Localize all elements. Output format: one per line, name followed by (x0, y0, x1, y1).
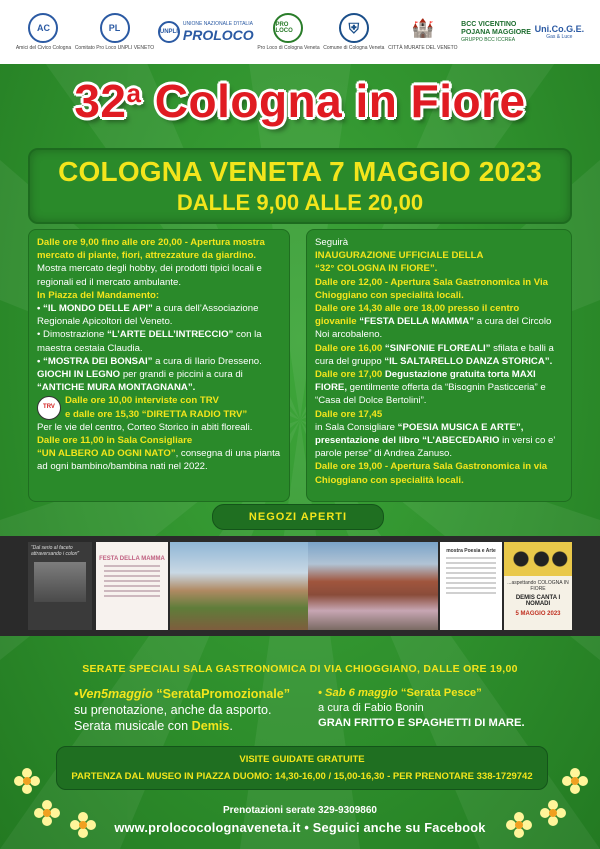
logo-comitato-proloco: PL Comitato Pro Loco UNPLI VENETO (75, 13, 154, 51)
footer-website[interactable]: www.prolococolognaveneta.it • Seguici anche su Facebook (114, 820, 486, 835)
serate-title: SERATE SPECIALI SALA GASTRONOMICA DI VIA CHIOGGIANO, DALLE ORE 19,00 (82, 663, 518, 675)
daffodil-icon (14, 768, 40, 794)
amici-civico-icon: AC (28, 13, 58, 43)
program-left-column: Dalle ore 9,00 fino alle ore 20,00 - Apertura mostra mercato di piante, fiori, attrezzature da giardino. Mostra mercato degli hobby, dei prodotti tipici locali e regionali ed il mercato ambulante. In Piazza del Mandamento: • “IL MONDO DELLE API” a cura dell’Associazione Regionale Apicoltori del Veneto. • Dimostrazione “L’ARTE DELL’INTRECCIO” con la maestra cestaia Claudia. • “MOSTRA DEI BONSAI” a cura di Ilario Dresseno. GIOCHI IN LEGNO per grandi e piccini a cura di “ANTICHE MURA MONTAGNANA”. TRV Dalle ore 10,00 interviste con TRV e dalle ore 15,30 “DIRETTA RADIO TRV” Per le vie del centro, Corteo Storico in abiti floreali. Dalle ore 11,00 in Sala Consigliare “UN ALBERO AD OGNI NATO”, consegna di una pianta ad ogni bambino/bambina nati nel 2022. (28, 229, 290, 502)
serata-sabato: • Sab 6 maggio “Serata Pesce” a cura di Fabio Bonin GRAN FRITTO E SPAGHETTI DI MARE. (318, 687, 525, 729)
item-intreccio: • Dimostrazione “L’ARTE DELL’INTRECCIO” con la maestra cestaia Claudia. (37, 329, 262, 354)
program-right-column: Seguirà INAUGURAZIONE UFFICIALE DELLA “32° COLOGNA IN FIORE”. Dalle ore 12,00 - Apertura Sala Gastronomica in Via Chioggiano con specialità locali. Dalle ore 14,30 alle ore 18,00 presso il centro giovanile “FESTA DELLA MAMMA” a cura del Circolo Noi arcobaleno. Dalle ore 16,00 “SINFONIE FLOREALI” sfilata e balli a cura del gruppo “IL SALTARELLO DANZA STORICA”. Dalle ore 17,00 Degustazione gratuita torta MAXI FIORE, gentilmente offerta da “Bisognin Pasticceria” e “Casa del Dolce Bertolini”. Dalle ore 17,45 in Sala Consigliare “POESIA MUSICA E ARTE”, presentazione del libro “L’ABECEDARIO in versi co e’ parole perse” di Andrea Zanuso. Dalle ore 19,00 - Apertura Sala Gastronomica in via Chioggiano con specialità locali. (306, 229, 572, 502)
event-date: COLOGNA VENETA 7 MAGGIO 2023 (58, 156, 542, 187)
serata-venerdi: •Ven5maggio “SerataPromozionale” su prenotazione, anche da asporto. Serata musicale con Demis. (74, 687, 291, 733)
unpli-icon: UNPLI (158, 21, 180, 43)
photo-exhibition-poster: “Dal serio al faceto attraversando i colori” (28, 542, 92, 630)
photo-flower-market (170, 542, 308, 630)
logo-proloco-cologna: PRO LOCO Pro Loco di Cologna Veneta (257, 13, 319, 51)
footer-booking: Prenotazioni serate 329-9309860 (223, 805, 377, 816)
logo-citta-murata: 🏰 CITTÀ MURATE DEL VENETO (388, 13, 457, 51)
logo-bcc: BCC VICENTINO POJANA MAGGIORE GRUPPO BCC ICCREA (461, 21, 531, 43)
photo-festa-mamma: FESTA DELLA MAMMA (96, 542, 168, 630)
page-title: 32$^a$ Cologna in Fiore (74, 75, 526, 127)
visite-guidate-box: VISITE GUIDATE GRATUITE PARTENZA DAL MUSEO IN PIAZZA DUOMO: 14,30-16,00 / 15,00-16,30 - PER PRENOTARE 338-1729742 (56, 746, 548, 790)
logo-comune: ⛨ Comune di Cologna Veneta (323, 13, 384, 51)
photo-historical-parade (308, 542, 438, 630)
sponsor-logos (0, 0, 600, 64)
photo-poesia-flyer: mostra Poesia e Arte (440, 542, 502, 630)
coat-of-arms-icon: ⛨ (339, 13, 369, 43)
photo-strip (0, 536, 600, 636)
logo-unpli: UNPLI UNIONE NAZIONALE D'ITALIA PROLOCO (159, 21, 254, 43)
trv-logo-icon: TRV (37, 396, 61, 420)
item-giochi: GIOCHI IN LEGNO per grandi e piccini a cura di “ANTICHE MURA MONTAGNANA”. (37, 369, 243, 394)
castle-icon: 🏰 (411, 17, 434, 38)
event-hours: DALLE 9,00 ALLE 20,00 (176, 190, 424, 215)
logo-unicoge: Uni.Co.G.E. Gas & Luce (534, 24, 585, 40)
proloco-cologna-icon: PRO LOCO (273, 13, 303, 43)
comitato-icon: PL (100, 13, 130, 43)
negozi-aperti-badge: NEGOZI APERTI (212, 504, 384, 530)
item-api: • “IL MONDO DELLE API” a cura dell’Associazione Regionale Apicoltori del Veneto. (37, 303, 259, 328)
item-bonsai: • “MOSTRA DEI BONSAI” a cura di Ilario Dresseno. (37, 355, 262, 367)
daffodil-icon (562, 768, 588, 794)
logo-amici-civico: AC Amici del Civico Cologna (16, 13, 71, 51)
photo-demis-flyer: ...aspettando COLOGNA IN FIORE DEMIS CANTA I NOMADI 5 MAGGIO 2023 (504, 542, 572, 630)
date-banner (28, 148, 572, 224)
trv-row: TRV Dalle ore 10,00 interviste con TRV e dalle ore 15,30 “DIRETTA RADIO TRV” (37, 394, 281, 420)
